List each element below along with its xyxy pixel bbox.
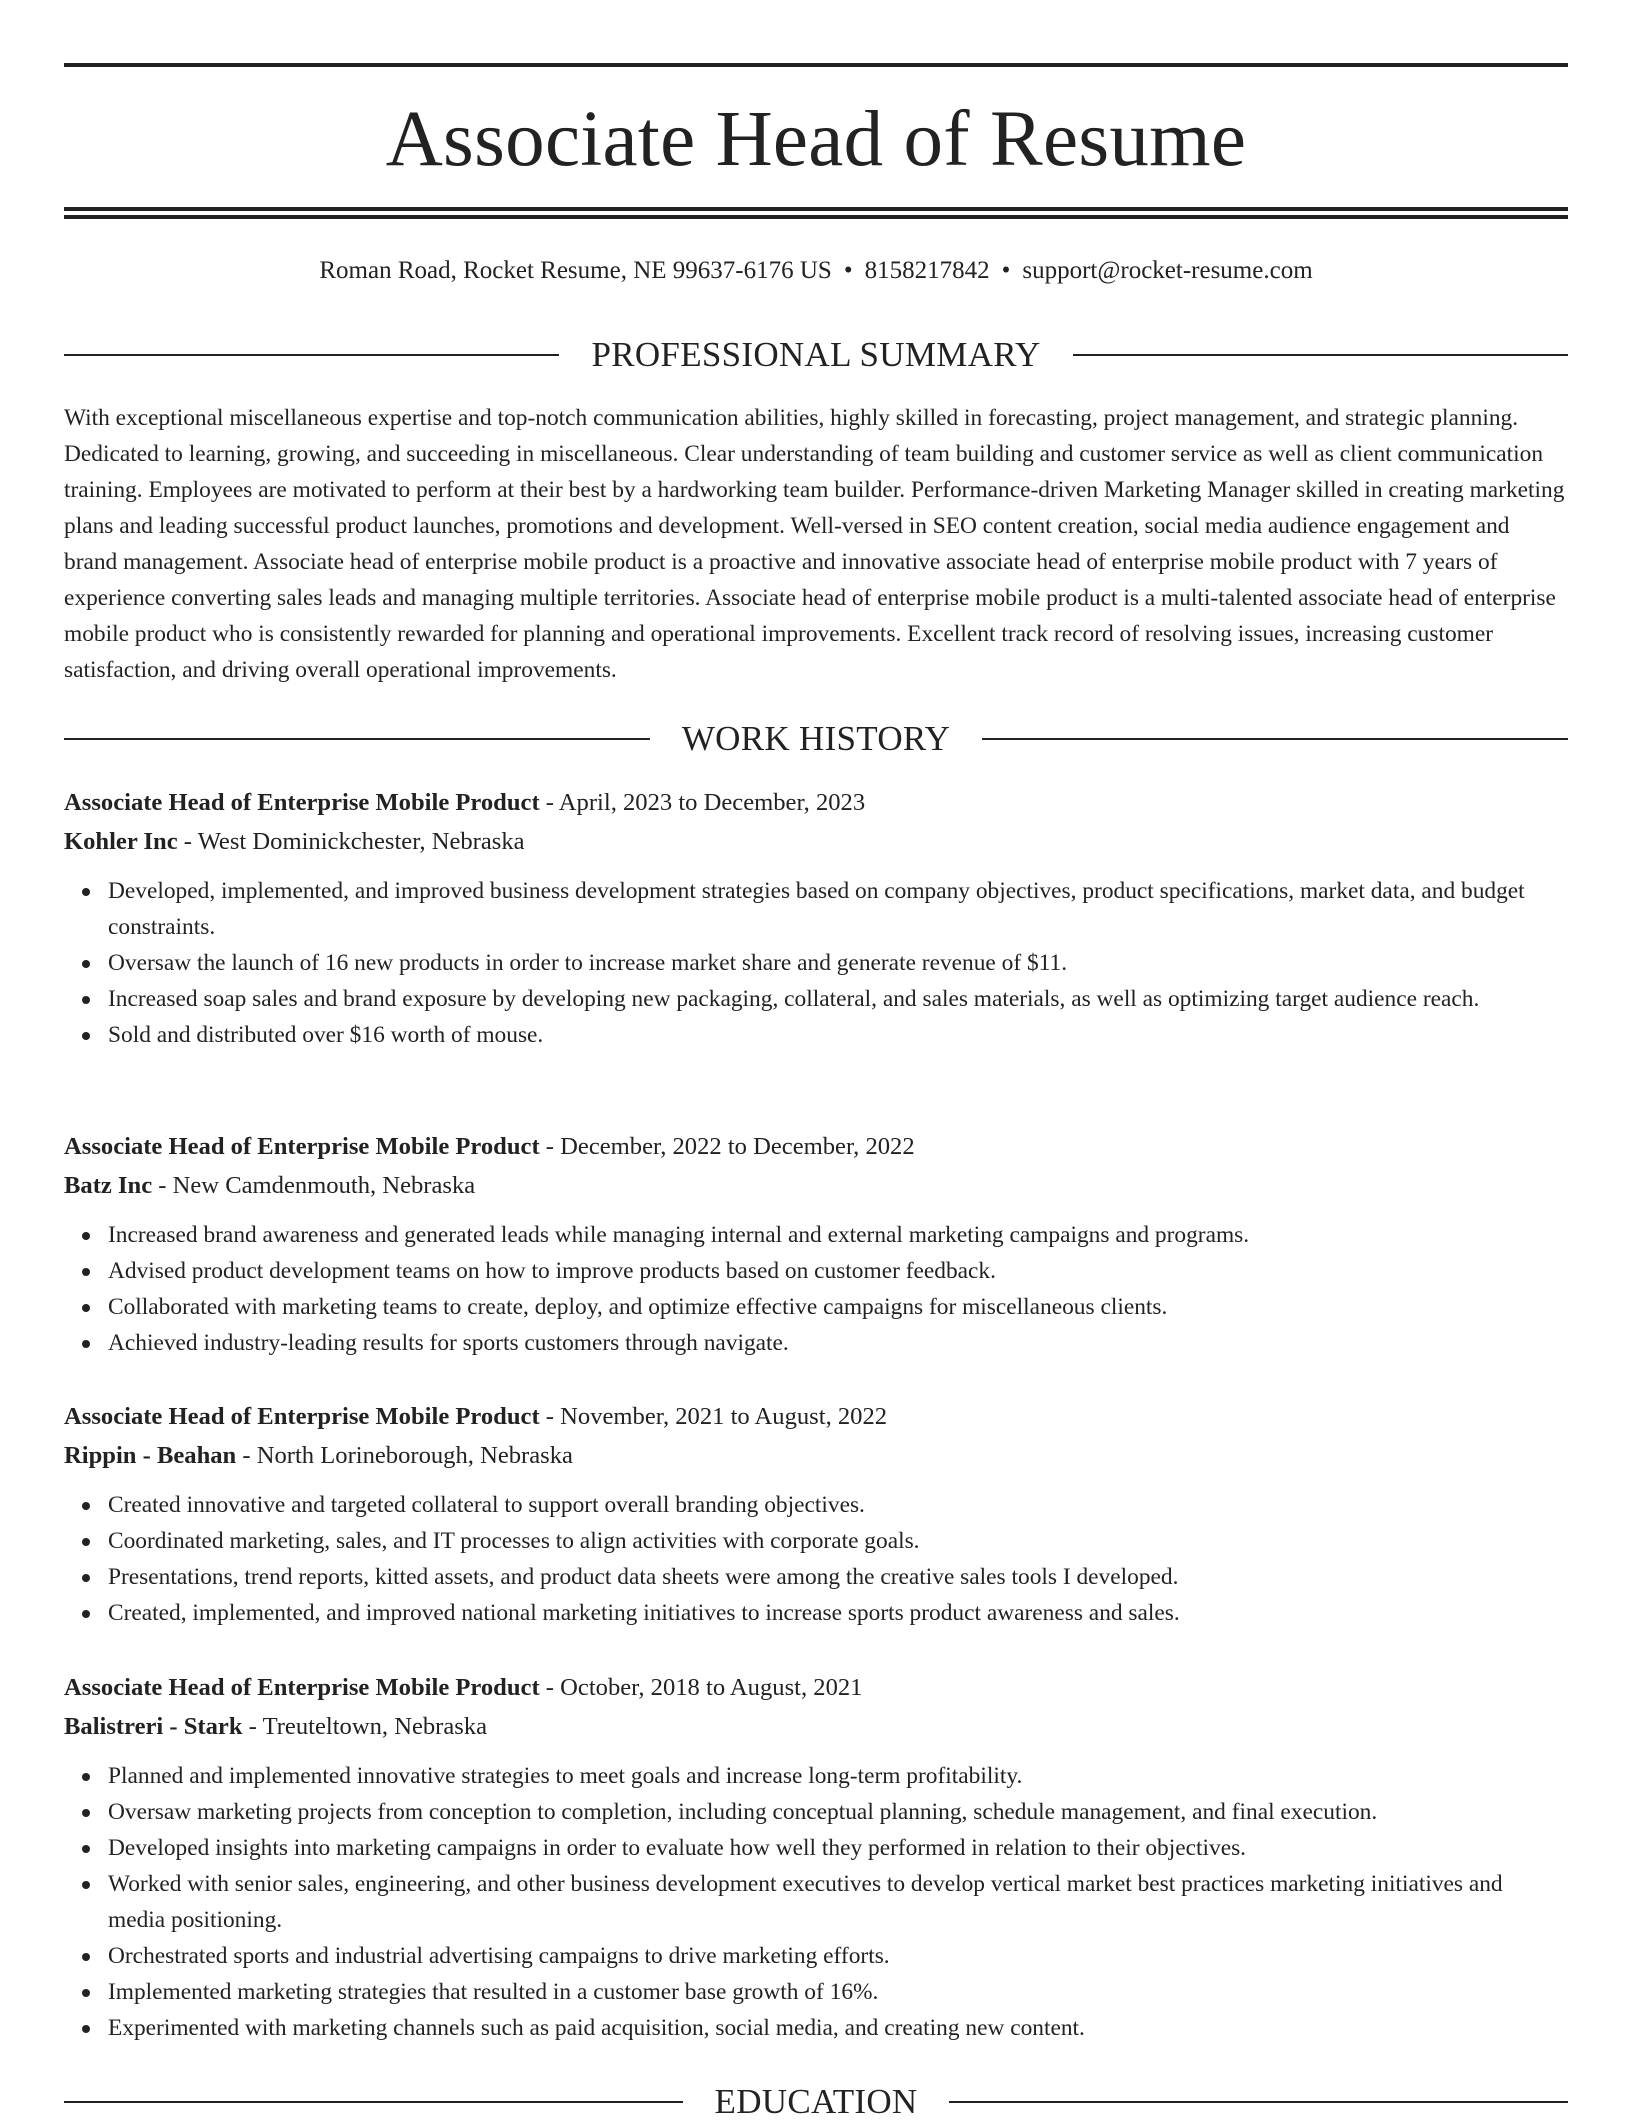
job-title: Associate Head of Enterprise Mobile Product bbox=[64, 789, 540, 816]
job-company: Kohler Inc bbox=[64, 828, 178, 855]
section-rule-left bbox=[64, 354, 559, 356]
list-item: Collaborated with marketing teams to create, deploy, and optimize effective campaigns for miscellaneous clients. bbox=[108, 1289, 1568, 1325]
job-dash: - bbox=[177, 828, 198, 855]
job-location: New Camdenmouth, Nebraska bbox=[172, 1172, 476, 1199]
job-dash: - bbox=[539, 1403, 561, 1430]
list-item: Oversaw marketing projects from conception to completion, including conceptual planning, schedule management, and final execution. bbox=[108, 1794, 1568, 1830]
job-bullet-list bbox=[64, 1487, 1568, 1631]
list-item: Coordinated marketing, sales, and IT processes to align activities with corporate goals. bbox=[108, 1523, 1568, 1559]
list-item: Planned and implemented innovative strategies to meet goals and increase long-term profitability. bbox=[108, 1758, 1568, 1794]
list-item: Increased brand awareness and generated leads while managing internal and external marketing campaigns and programs. bbox=[108, 1217, 1568, 1253]
job-entry-3 bbox=[64, 1397, 1568, 1631]
section-heading-education bbox=[64, 2080, 1568, 2124]
list-item: Developed insights into marketing campaigns in order to evaluate how well they performed in relation to their objectives. bbox=[108, 1830, 1568, 1866]
job-company: Balistreri - Stark bbox=[64, 1713, 243, 1740]
job-title-line bbox=[64, 1127, 1568, 1166]
list-item: Worked with senior sales, engineering, and other business development executives to develop vertical market best practices marketing initiatives and media positioning. bbox=[108, 1866, 1568, 1938]
job-entry-2 bbox=[64, 1127, 1568, 1361]
job-dash: - bbox=[539, 1674, 561, 1701]
section-title-work-history: WORK HISTORY bbox=[681, 719, 951, 758]
section-heading-work-history bbox=[64, 717, 1568, 761]
contact-separator: • bbox=[843, 257, 853, 284]
section-rule-right bbox=[1073, 354, 1568, 356]
contact-address: Roman Road, Rocket Resume, NE 99637-6176 US bbox=[319, 257, 832, 284]
list-item: Sold and distributed over $16 worth of mouse. bbox=[108, 1017, 1568, 1053]
job-company-line bbox=[64, 1707, 1568, 1746]
list-item: Oversaw the launch of 16 new products in order to increase market share and generate revenue of $11. bbox=[108, 945, 1568, 981]
summary-text: With exceptional miscellaneous expertise and top-notch communication abilities, highly skilled in forecasting, project management, and strategic planning. Dedicated to learning, growing, and succeeding in miscellaneous. Clear understanding of team building and customer service as well as client communication training. Employees are motivated to perform at their best by a hardworking team builder. Performance-driven Marketing Manager skilled in creating marketing plans and leading successful product launches, promotions and development. Well-versed in SEO content creation, social media audience engagement and brand management. Associate head of enterprise mobile product is a proactive and innovative associate head of enterprise mobile product with 7 years of experience converting sales leads and managing multiple territories. Associate head of enterprise mobile product is a multi-talented associate head of enterprise mobile product who is consistently rewarded for planning and operational improvements. Excellent track record of resolving issues, increasing customer satisfaction, and driving overall operational improvements. bbox=[64, 405, 1565, 683]
list-item: Achieved industry-leading results for sports customers through navigate. bbox=[108, 1325, 1568, 1361]
list-item: Created, implemented, and improved national marketing initiatives to increase sports product awareness and sales. bbox=[108, 1595, 1568, 1631]
job-company-line bbox=[64, 1436, 1568, 1475]
job-dates: November, 2021 to August, 2022 bbox=[560, 1403, 888, 1430]
contact-line bbox=[64, 254, 1568, 288]
contact-email: support@rocket-resume.com bbox=[1022, 257, 1313, 284]
job-title: Associate Head of Enterprise Mobile Product bbox=[64, 1133, 540, 1160]
section-rule-left bbox=[64, 2101, 683, 2103]
job-company: Batz Inc bbox=[64, 1172, 153, 1199]
job-dates: April, 2023 to December, 2023 bbox=[558, 789, 866, 816]
job-location: North Lorineborough, Nebraska bbox=[256, 1442, 573, 1469]
job-company-line bbox=[64, 822, 1568, 861]
header-double-rule-lower bbox=[64, 215, 1568, 219]
section-rule-right bbox=[949, 2101, 1568, 2103]
job-dates: October, 2018 to August, 2021 bbox=[560, 1674, 863, 1701]
job-bullet-list bbox=[64, 1217, 1568, 1361]
section-rule-right bbox=[982, 738, 1568, 740]
job-dash: - bbox=[539, 789, 559, 816]
job-entry-4 bbox=[64, 1668, 1568, 2046]
list-item: Developed, implemented, and improved business development strategies based on company objectives, product specifications, market data, and budget constraints. bbox=[108, 873, 1568, 945]
job-location: Treuteltown, Nebraska bbox=[262, 1713, 488, 1740]
job-dash: - bbox=[539, 1133, 561, 1160]
job-company: Rippin - Beahan bbox=[64, 1442, 237, 1469]
job-title-line bbox=[64, 783, 1568, 822]
job-location: West Dominickchester, Nebraska bbox=[197, 828, 525, 855]
job-dash: - bbox=[242, 1713, 263, 1740]
resume-name: Associate Head of Resume bbox=[385, 96, 1247, 183]
job-bullet-list bbox=[64, 873, 1568, 1053]
list-item: Increased soap sales and brand exposure by developing new packaging, collateral, and sales materials, as well as optimizing target audience reach. bbox=[108, 981, 1568, 1017]
contact-separator: • bbox=[1001, 257, 1011, 284]
list-item: Orchestrated sports and industrial advertising campaigns to drive marketing efforts. bbox=[108, 1938, 1568, 1974]
job-entry-1 bbox=[64, 783, 1568, 1053]
job-title: Associate Head of Enterprise Mobile Product bbox=[64, 1674, 540, 1701]
list-item: Advised product development teams on how to improve products based on customer feedback. bbox=[108, 1253, 1568, 1289]
job-bullet-list bbox=[64, 1758, 1568, 2046]
contact-phone: 8158217842 bbox=[864, 257, 990, 284]
job-company-line bbox=[64, 1166, 1568, 1205]
job-title: Associate Head of Enterprise Mobile Product bbox=[64, 1403, 540, 1430]
section-rule-left bbox=[64, 738, 650, 740]
job-dash: - bbox=[152, 1172, 173, 1199]
list-item: Experimented with marketing channels such as paid acquisition, social media, and creating new content. bbox=[108, 2010, 1568, 2046]
section-title-summary: PROFESSIONAL SUMMARY bbox=[591, 335, 1041, 374]
header-double-rule-upper bbox=[64, 207, 1568, 211]
header-top-rule bbox=[64, 63, 1568, 67]
job-title-line bbox=[64, 1668, 1568, 1707]
job-dash: - bbox=[236, 1442, 257, 1469]
job-title-line bbox=[64, 1397, 1568, 1436]
list-item: Implemented marketing strategies that resulted in a customer base growth of 16%. bbox=[108, 1974, 1568, 2010]
list-item: Created innovative and targeted collateral to support overall branding objectives. bbox=[108, 1487, 1568, 1523]
section-heading-summary bbox=[64, 333, 1568, 377]
list-item: Presentations, trend reports, kitted assets, and product data sheets were among the creative sales tools I developed. bbox=[108, 1559, 1568, 1595]
section-title-education: EDUCATION bbox=[714, 2082, 918, 2121]
job-dates: December, 2022 to December, 2022 bbox=[560, 1133, 915, 1160]
